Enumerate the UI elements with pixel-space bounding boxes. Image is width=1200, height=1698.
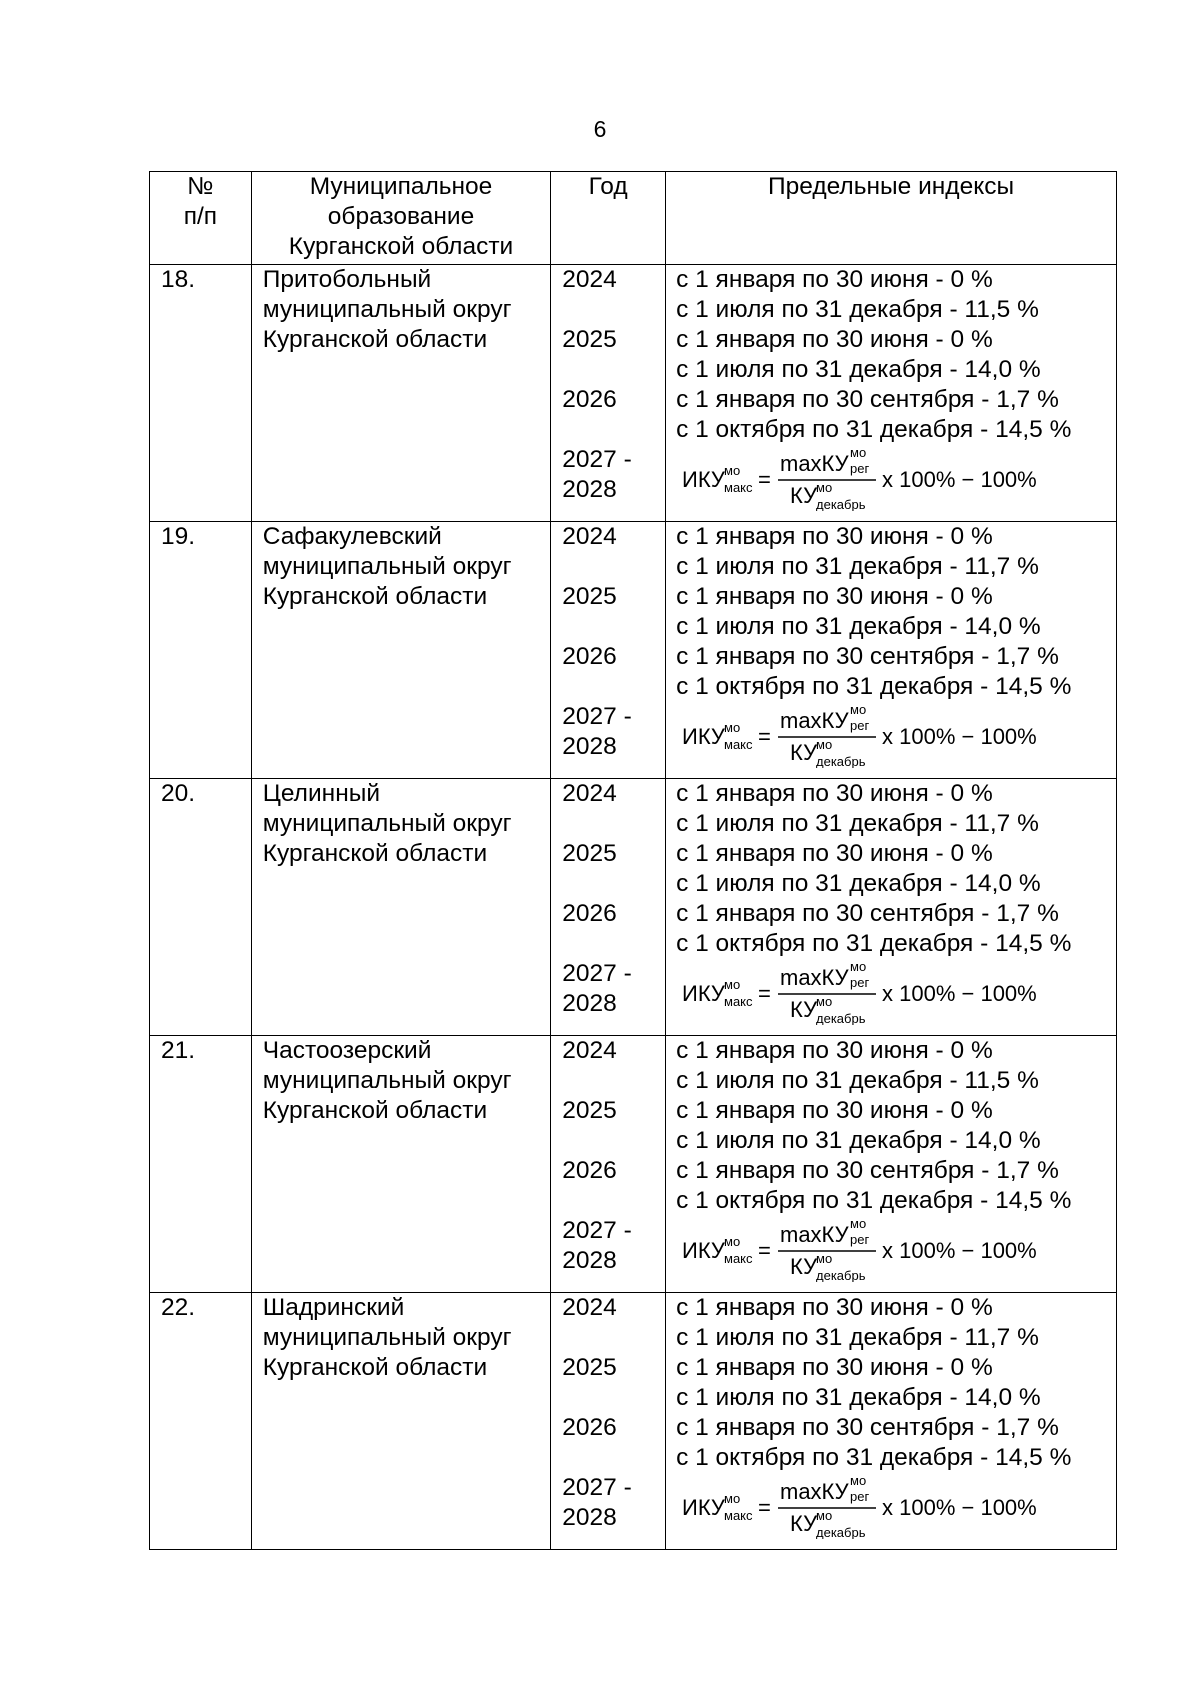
year-value: 2028	[562, 1247, 617, 1274]
formula-lhs: ИКУ	[682, 724, 725, 749]
indices-cell	[666, 522, 1117, 779]
formula-equals: =	[758, 1495, 771, 1520]
formula-numerator-sup: мо	[850, 445, 867, 460]
formula-tail: x 100% − 100%	[882, 724, 1037, 749]
indices-cell	[666, 1036, 1117, 1293]
municipality-name-line: Шадринский	[262, 1294, 405, 1321]
header-municipality-line: Курганской области	[288, 233, 514, 260]
index-line: с 1 октября по 31 декабря - 14,5 %	[676, 1444, 1072, 1471]
year-value: 2025	[562, 1097, 617, 1124]
formula-numerator-sub: рег	[850, 975, 870, 990]
index-line: с 1 октября по 31 декабря - 14,5 %	[676, 673, 1072, 700]
table-row	[150, 1293, 1117, 1550]
index-line: с 1 января по 30 июня - 0 %	[676, 1097, 993, 1124]
index-line: с 1 октября по 31 декабря - 14,5 %	[676, 1187, 1072, 1214]
index-line: с 1 июля по 31 декабря - 14,0 %	[676, 870, 1041, 897]
year-value: 2027 -	[562, 1217, 632, 1244]
year-value: 2024	[562, 1294, 617, 1321]
header-num	[150, 172, 252, 265]
index-line: с 1 января по 30 июня - 0 %	[676, 326, 993, 353]
header-municipality-line: образование	[327, 203, 475, 230]
municipality-cell	[251, 1036, 551, 1293]
indices-table	[149, 171, 1117, 1550]
header-municipality	[251, 172, 551, 265]
municipality-name-line: муниципальный округ	[262, 296, 512, 323]
index-line: с 1 июля по 31 декабря - 14,0 %	[676, 356, 1041, 383]
formula-numerator: maxКУ	[780, 965, 849, 990]
year-value: 2025	[562, 583, 617, 610]
index-line: с 1 января по 30 июня - 0 %	[676, 1354, 993, 1381]
year-value: 2024	[562, 523, 617, 550]
municipality-name-line: Курганской области	[262, 326, 488, 353]
index-line: с 1 июля по 31 декабря - 14,0 %	[676, 1127, 1041, 1154]
formula-lhs-sup: мо	[724, 1234, 741, 1249]
year-value: 2026	[562, 900, 617, 927]
row-number	[150, 1036, 252, 1293]
year-value: 2026	[562, 386, 617, 413]
formula-denominator-sub: декабрь	[816, 754, 866, 768]
index-line: с 1 января по 30 июня - 0 %	[676, 840, 993, 867]
index-formula	[676, 959, 1116, 1025]
formula-denominator-sub: декабрь	[816, 1525, 866, 1539]
year-value: 2027 -	[562, 446, 632, 473]
formula-lhs-sup: мо	[724, 977, 741, 992]
municipality-cell	[251, 1293, 551, 1550]
formula-lhs-sub: макс	[724, 1508, 753, 1523]
municipality-name-line: Курганской области	[262, 840, 488, 867]
header-municipality-line: Муниципальное	[309, 173, 493, 200]
formula-equals: =	[758, 981, 771, 1006]
municipality-name-line: Целинный	[262, 780, 381, 807]
municipality-name-line: Притобольный	[262, 266, 432, 293]
table-body	[150, 265, 1117, 1550]
formula-lhs-sup: мо	[724, 720, 741, 735]
formula-denominator-sup: мо	[816, 737, 833, 752]
table-row	[150, 1036, 1117, 1293]
index-line: с 1 января по 30 сентября - 1,7 %	[676, 1157, 1059, 1184]
municipality-name-line: Частоозерский	[262, 1037, 432, 1064]
formula-numerator-sub: рег	[850, 718, 870, 733]
formula-denominator: КУ	[790, 1254, 818, 1279]
years-cell	[551, 1036, 666, 1293]
year-value: 2026	[562, 643, 617, 670]
year-value: 2027 -	[562, 1474, 632, 1501]
years-cell	[551, 1293, 666, 1550]
municipality-name-line: Курганской области	[262, 1097, 488, 1124]
formula-equals: =	[758, 1238, 771, 1263]
formula-tail: x 100% − 100%	[882, 467, 1037, 492]
formula-numerator: maxКУ	[780, 1479, 849, 1504]
municipality-name-line: муниципальный округ	[262, 1324, 512, 1351]
years-cell	[551, 522, 666, 779]
row-number-text: 21.	[161, 1037, 196, 1064]
formula-lhs-sub: макс	[724, 994, 753, 1009]
formula-denominator-sup: мо	[816, 994, 833, 1009]
index-line: с 1 января по 30 сентября - 1,7 %	[676, 643, 1059, 670]
indices-cell	[666, 265, 1117, 522]
year-value: 2028	[562, 1504, 617, 1531]
row-number	[150, 1293, 252, 1550]
formula-numerator: maxКУ	[780, 1222, 849, 1247]
formula-denominator-sup: мо	[816, 1251, 833, 1266]
formula-lhs: ИКУ	[682, 467, 725, 492]
index-line: с 1 января по 30 июня - 0 %	[676, 1037, 993, 1064]
row-number-text: 18.	[161, 266, 196, 293]
header-indices-label: Предельные индексы	[768, 173, 1015, 200]
header-year	[551, 172, 666, 265]
formula-tail: x 100% − 100%	[882, 1495, 1037, 1520]
index-line: с 1 января по 30 сентября - 1,7 %	[676, 1414, 1059, 1441]
formula-numerator: maxКУ	[780, 708, 849, 733]
header-num-line: п/п	[183, 203, 218, 230]
formula-lhs: ИКУ	[682, 1238, 725, 1263]
year-value: 2026	[562, 1157, 617, 1184]
municipality-cell	[251, 265, 551, 522]
index-line: с 1 июля по 31 декабря - 11,7 %	[676, 810, 1039, 837]
years-cell	[551, 265, 666, 522]
formula-numerator-sup: мо	[850, 959, 867, 974]
municipality-cell	[251, 779, 551, 1036]
index-line: с 1 октября по 31 декабря - 14,5 %	[676, 416, 1072, 443]
formula-lhs: ИКУ	[682, 1495, 725, 1520]
row-number-text: 20.	[161, 780, 196, 807]
formula-lhs-sup: мо	[724, 1491, 741, 1506]
header-indices	[666, 172, 1117, 265]
row-number-text: 19.	[161, 523, 196, 550]
index-line: с 1 июля по 31 декабря - 11,5 %	[676, 1067, 1039, 1094]
table-header-row	[150, 172, 1117, 265]
formula-denominator: КУ	[790, 1511, 818, 1536]
table-row	[150, 779, 1117, 1036]
formula-numerator: maxКУ	[780, 451, 849, 476]
formula-lhs: ИКУ	[682, 981, 725, 1006]
index-line: с 1 июля по 31 декабря - 11,7 %	[676, 1324, 1039, 1351]
municipality-cell	[251, 522, 551, 779]
index-line: с 1 июля по 31 декабря - 14,0 %	[676, 1384, 1041, 1411]
year-value: 2028	[562, 733, 617, 760]
year-value: 2025	[562, 1354, 617, 1381]
formula-denominator-sub: декабрь	[816, 1011, 866, 1025]
municipality-name-line: муниципальный округ	[262, 1067, 512, 1094]
formula-tail: x 100% − 100%	[882, 981, 1037, 1006]
index-formula	[676, 1473, 1116, 1539]
index-line: с 1 января по 30 сентября - 1,7 %	[676, 386, 1059, 413]
header-year-label: Год	[588, 173, 628, 200]
formula-lhs-sup: мо	[724, 463, 741, 478]
index-line: с 1 января по 30 июня - 0 %	[676, 266, 993, 293]
index-line: с 1 июля по 31 декабря - 14,0 %	[676, 613, 1041, 640]
formula-numerator-sub: рег	[850, 461, 870, 476]
formula-equals: =	[758, 724, 771, 749]
year-value: 2024	[562, 780, 617, 807]
year-value: 2028	[562, 476, 617, 503]
year-value: 2027 -	[562, 960, 632, 987]
municipality-name-line: Курганской области	[262, 1354, 488, 1381]
formula-denominator: КУ	[790, 483, 818, 508]
years-cell	[551, 779, 666, 1036]
year-value: 2025	[562, 326, 617, 353]
table-row	[150, 522, 1117, 779]
indices-cell	[666, 779, 1117, 1036]
index-line: с 1 июля по 31 декабря - 11,7 %	[676, 553, 1039, 580]
formula-denominator-sub: декабрь	[816, 497, 866, 511]
year-value: 2026	[562, 1414, 617, 1441]
formula-tail: x 100% − 100%	[882, 1238, 1037, 1263]
formula-lhs-sub: макс	[724, 737, 753, 752]
index-line: с 1 января по 30 июня - 0 %	[676, 523, 993, 550]
year-value: 2028	[562, 990, 617, 1017]
formula-numerator-sup: мо	[850, 702, 867, 717]
table-row	[150, 265, 1117, 522]
index-line: с 1 июля по 31 декабря - 11,5 %	[676, 296, 1039, 323]
formula-denominator-sup: мо	[816, 1508, 833, 1523]
indices-cell	[666, 1293, 1117, 1550]
index-line: с 1 января по 30 июня - 0 %	[676, 1294, 993, 1321]
row-number	[150, 265, 252, 522]
index-formula	[676, 702, 1116, 768]
index-line: с 1 января по 30 июня - 0 %	[676, 780, 993, 807]
header-num-line: №	[187, 173, 214, 200]
year-value: 2024	[562, 1037, 617, 1064]
formula-numerator-sup: мо	[850, 1473, 867, 1488]
index-formula	[676, 445, 1116, 511]
municipality-name-line: Сафакулевский	[262, 523, 442, 550]
row-number-text: 22.	[161, 1294, 196, 1321]
index-line: с 1 января по 30 июня - 0 %	[676, 583, 993, 610]
row-number	[150, 779, 252, 1036]
municipality-name-line: Курганской области	[262, 583, 488, 610]
formula-lhs-sub: макс	[724, 480, 753, 495]
formula-denominator-sup: мо	[816, 480, 833, 495]
formula-lhs-sub: макс	[724, 1251, 753, 1266]
formula-denominator-sub: декабрь	[816, 1268, 866, 1282]
formula-numerator-sup: мо	[850, 1216, 867, 1231]
index-formula	[676, 1216, 1116, 1282]
year-value: 2024	[562, 266, 617, 293]
formula-numerator-sub: рег	[850, 1232, 870, 1247]
index-line: с 1 января по 30 сентября - 1,7 %	[676, 900, 1059, 927]
year-value: 2027 -	[562, 703, 632, 730]
page-number: 6	[593, 116, 607, 142]
formula-denominator: КУ	[790, 997, 818, 1022]
municipality-name-line: муниципальный округ	[262, 553, 512, 580]
index-line: с 1 октября по 31 декабря - 14,5 %	[676, 930, 1072, 957]
year-value: 2025	[562, 840, 617, 867]
formula-equals: =	[758, 467, 771, 492]
row-number	[150, 522, 252, 779]
municipality-name-line: муниципальный округ	[262, 810, 512, 837]
formula-numerator-sub: рег	[850, 1489, 870, 1504]
formula-denominator: КУ	[790, 740, 818, 765]
